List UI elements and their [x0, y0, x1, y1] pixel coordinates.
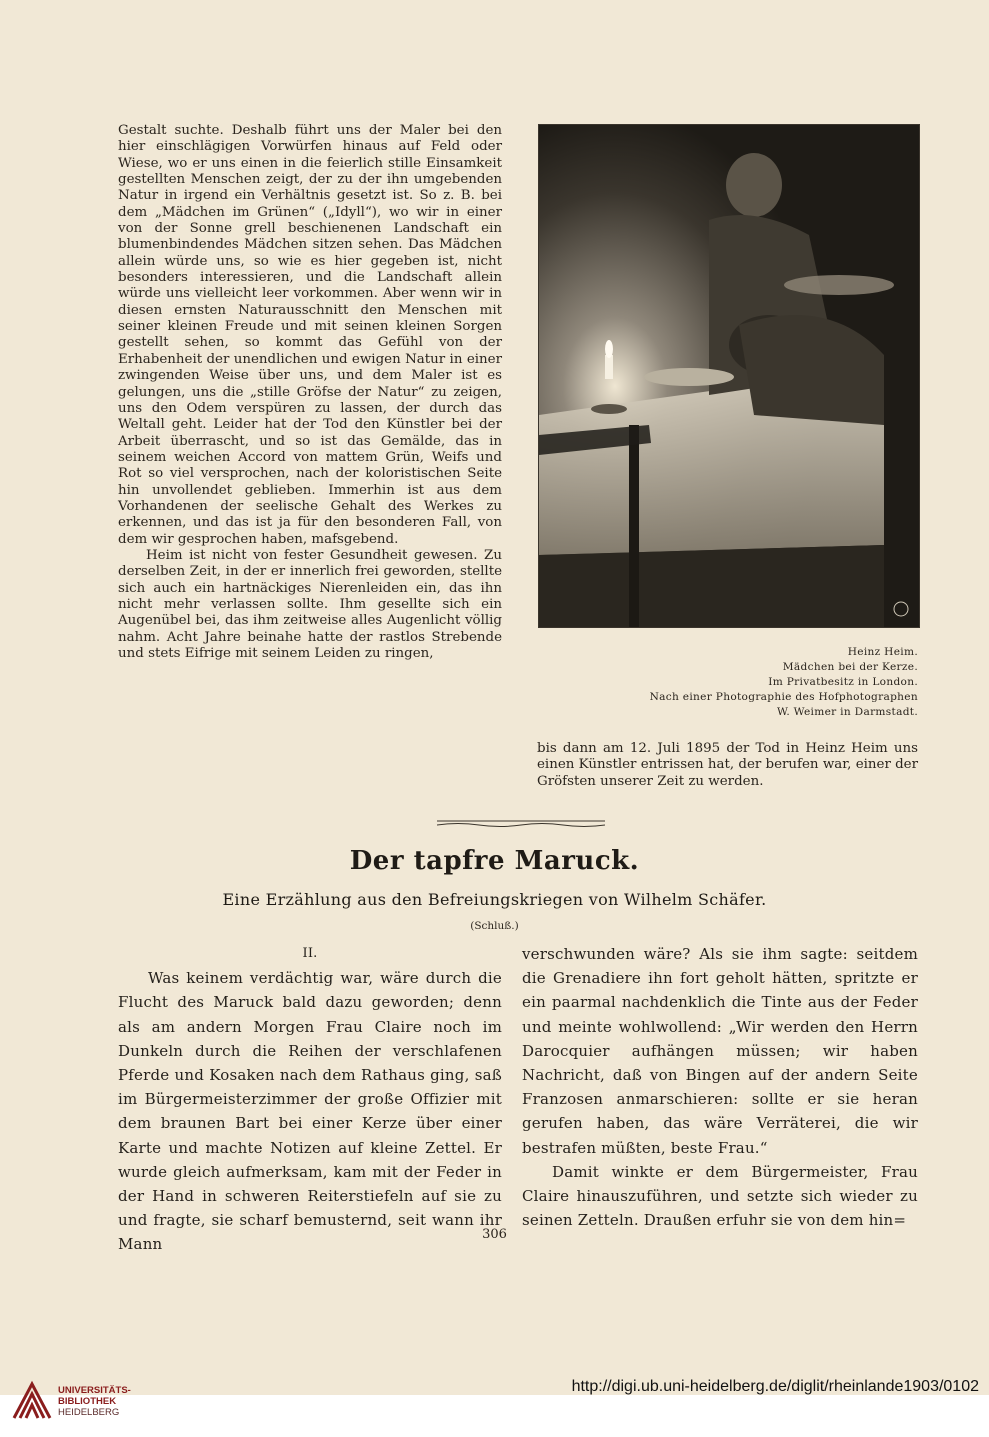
painting-caption: [560, 645, 918, 720]
article-left-column: [118, 123, 502, 662]
section-number: II.: [302, 946, 318, 961]
library-name: UNIVERSITÄTS- BIBLIOTHEK HEIDELBERG: [58, 1385, 131, 1418]
article-paragraph: bis dann am 12. Juli 1895 der Tod in Heinz Heim uns einen Künstler entrissen hat, der berufen war, einer der Gröfsten unserer Zeit zu werden.: [537, 741, 919, 789]
page-number: 306: [482, 1227, 507, 1242]
article-paragraph: Gestalt suchte. Deshalb führt uns der Maler bei den hier einschlägigen Vorwürfen hinaus auf Feld oder Wiese, wo er uns einen in die feierlich stille Einsamkeit gestellten Menschen zeigt, der zu der ihn umgebenden Natur in irgend ein Verhältnis gesetzt ist. So z. B. bei dem „Mädchen im Grünen“ („Idyll“), wo wir in einer von der Sonne grell beschienenen Landschaft ein blumenbindendes Mädchen sitzen sehen. Das Mädchen allein würde uns, so wie es hier gegeben ist, nicht besonders interessieren, und die Landschaft allein würde uns vielleicht leer vorkommen. Aber wenn wir in diesen ernsten Naturausschnitt den Menschen mit seiner kleinen Freude und mit seinen kleinen Sorgen gestellt sehen, so kommt das Gefühl von der Erhabenheit der unendlichen und ewigen Natur in einer zwingenden Weise über uns, und dem Maler ist es gelungen, uns die „stille Gröfse der Natur“ zu zeigen, uns den Odem verspüren zu lassen, der durch das Weltall geht. Leider hat der Tod den Künstler bei der Arbeit überrascht, und so ist das Gemälde, das in seinem weichen Accord von mattem Grün, Weifs und Rot so viel versprochen, nach der koloristischen Seite hin unvollendet geblieben. Immerhin ist aus dem Vorhandenen der seelische Gehalt des Werkes zu erkennen, und das ist ja für den besonderen Fall, von dem wir gesprochen haben, mafsgebend.: [118, 123, 502, 547]
story-paragraph: Was keinem verdächtig war, wäre durch die Flucht des Maruck bald dazu geworden; denn als am andern Morgen Frau Claire noch im Dunkeln durch die Reihen der verschlafenen Pferde und Kosaken nach dem Rathaus ging, saß im Bürgermeisterzimmer der große Offizier mit dem braunen Bart bei einer Kerze über einer Karte und machte Notizen auf kleine Zettel. Er wurde gleich aufmerksam, kam mit der Feder in der Hand in schweren Reiterstiefeln auf sie zu und fragte, sie scharf bemusternd, seit wann ihr Mann: [118, 969, 502, 1254]
painting-image: [539, 125, 919, 627]
story-title: Der tapfre Maruck.: [349, 846, 640, 876]
story-paragraph: verschwunden wäre? Als sie ihm sagte: seitdem die Grenadiere ihn fort geholt hätten, spritzte er ein paarmal nachdenklich die Tinte aus der Feder und meinte wohlwollend: „Wir werden den Herrn Darocquier aufhängen müssen; wir haben Nachricht, daß von Bingen auf der andern Seite Franzosen anmarschieren: sollte er sie heran gerufen haben, das wäre Verräterei, die wir bestrafen müßten, beste Frau.“: [522, 945, 918, 1157]
caption-title: Mädchen bei der Kerze.: [782, 661, 918, 673]
library-logo-icon: [10, 1378, 54, 1422]
footer-bar: [0, 1395, 989, 1437]
article-right-column: [537, 741, 918, 790]
caption-owner: Im Privatbesitz in London.: [768, 676, 918, 688]
article-paragraph: Heim ist nicht von fester Gesundheit gewesen. Zu derselben Zeit, in der er innerlich frei geworden, stellte sich auch ein hartnäckiges Nierenleiden ein, das ihn nicht mehr verlassen sollte. Ihm gesellte sich ein Augenübel bei, das ihm zeitweise alles Augenlicht völlig nahm. Acht Jahre beinahe hatte der rastlos Strebende und stets Eifrige mit seinem Leiden zu ringen,: [118, 547, 502, 661]
caption-credit: Nach einer Photographie des Hofphotographen: [649, 691, 918, 703]
story-left-column: [118, 942, 502, 1257]
story-note: (Schluß.): [470, 920, 519, 932]
caption-credit: W. Weimer in Darmstadt.: [776, 706, 918, 718]
story-right-column: [522, 942, 918, 1232]
caption-artist: Heinz Heim.: [847, 646, 918, 658]
story-subtitle: Eine Erzählung aus den Befreiungskriegen von Wilhelm Schäfer.: [222, 890, 767, 909]
section-divider: [437, 818, 605, 828]
source-url: http://digi.ub.uni-heidelberg.de/diglit/rheinlande1903/0102: [571, 1378, 979, 1395]
painting-reproduction: [538, 124, 920, 628]
story-paragraph: Damit winkte er dem Bürgermeister, Frau Claire hinauszuführen, und setzte sich wieder zu seinen Zetteln. Draußen erfuhr sie von dem hin=: [522, 1162, 918, 1230]
